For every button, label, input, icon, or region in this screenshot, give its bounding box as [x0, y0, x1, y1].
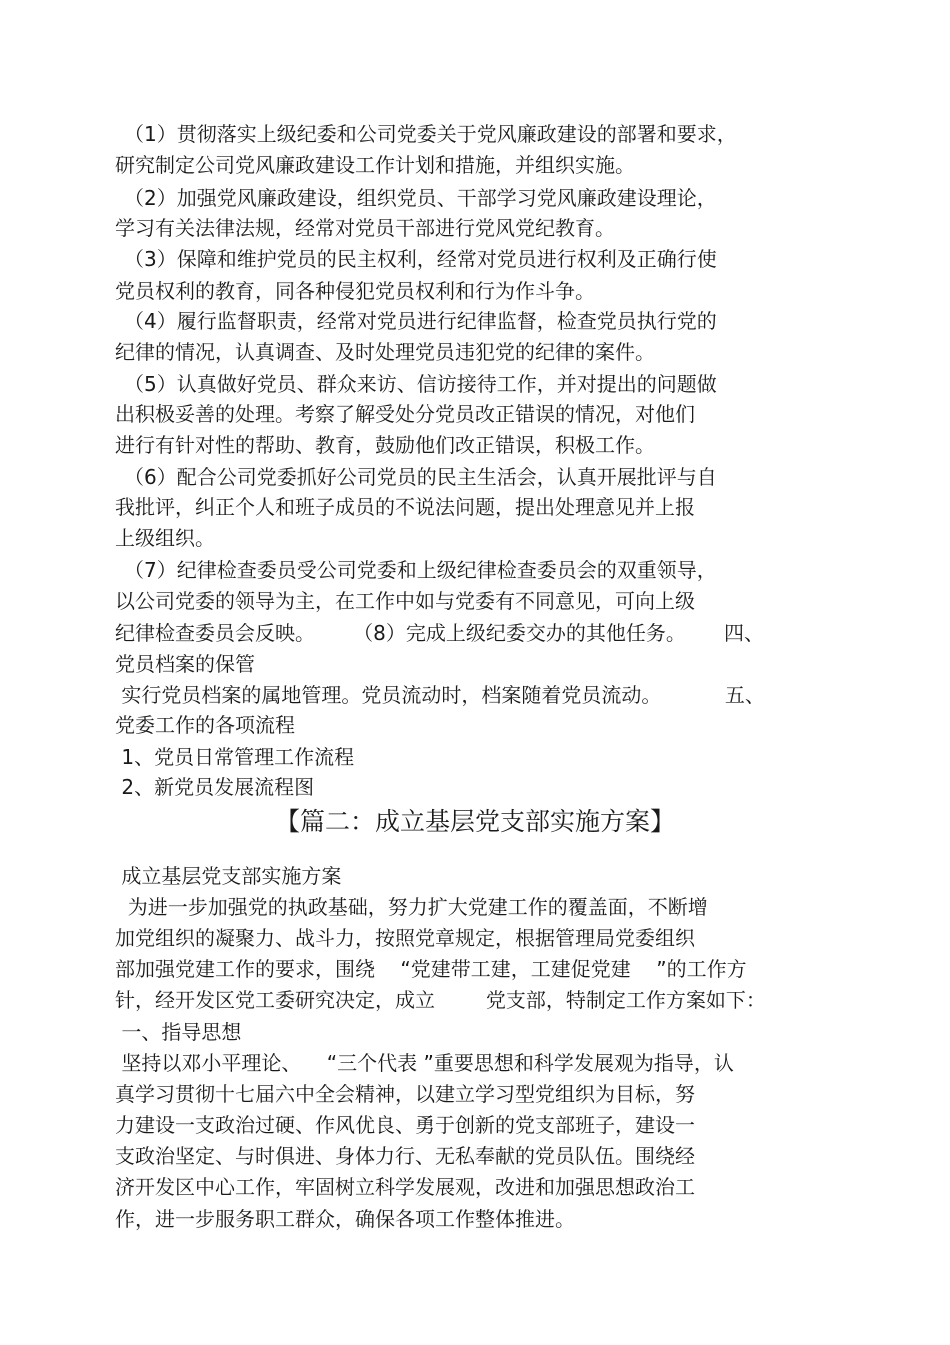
- text-line: 济开发区中心工作，牢固树立科学发展观，改进和加强思想政治工: [115, 1175, 695, 1199]
- text-line: （5）认真做好党员、群众来访、信访接待工作，并对提出的问题做: [124, 372, 717, 396]
- list-item: 2、新党员发展流程图: [115, 775, 315, 799]
- text-line: （3）保障和维护党员的民主权利，经常对党员进行权利及正确行使: [124, 247, 717, 271]
- text-line: 针，经开发区党工委研究决定，成立 党支部，特制定工作方案如下：: [115, 988, 766, 1012]
- section-heading: 党员档案的保管: [115, 652, 255, 676]
- text-line: （1）贯彻落实上级纪委和公司党委关于党风廉政建设的部署和要求，: [124, 122, 737, 146]
- section-heading: 一、指导思想: [115, 1020, 242, 1044]
- text-line: 进行有针对性的帮助、教育，鼓励他们改正错误，积极工作。: [115, 433, 655, 457]
- text-line: （7）纪律检查委员受公司党委和上级纪律检查委员会的双重领导，: [124, 558, 717, 582]
- text-line: 作，进一步服务职工群众，确保各项工作整体推进。: [115, 1207, 575, 1231]
- text-line: 以公司党委的领导为主，在工作中如与党委有不同意见，可向上级: [115, 589, 695, 613]
- text-line: 坚持以邓小平理论、 “三个代表 ”重要思想和科学发展观为指导，认: [115, 1051, 734, 1075]
- text-line: 加党组织的凝聚力、战斗力，按照党章规定，根据管理局党委组织: [115, 926, 695, 950]
- text-line: 我批评，纠正个人和班子成员的不说法问题，提出处理意见并上报: [115, 495, 695, 519]
- section-title: 【篇二：成立基层党支部实施方案】: [274, 807, 675, 836]
- text-line: 出积极妥善的处理。考察了解受处分党员改正错误的情况，对他们: [115, 402, 695, 426]
- text-line: 真学习贯彻十七届六中全会精神，以建立学习型党组织为目标，努: [115, 1082, 695, 1106]
- text-line: 研究制定公司党风廉政建设工作计划和措施，并组织实施。: [115, 153, 635, 177]
- text-line: 纪律的情况，认真调查、及时处理党员违犯党的纪律的案件。: [115, 340, 655, 364]
- text-line: 力建设一支政治过硬、作风优良、勇于创新的党支部班子，建设一: [115, 1113, 695, 1137]
- text-line: 学习有关法律法规，经常对党员干部进行党风党纪教育。: [115, 216, 615, 240]
- text-line: 党员权利的教育，同各种侵犯党员权利和行为作斗争。: [115, 279, 595, 303]
- text-line: 部加强党建工作的要求，围绕 “党建带工建，工建促党建 ”的工作方: [115, 957, 747, 981]
- text-line: 为进一步加强党的执政基础，努力扩大党建工作的覆盖面，不断增: [115, 895, 708, 919]
- section-heading: 党委工作的各项流程: [115, 713, 295, 737]
- text-line: 纪律检查委员会反映。 （8）完成上级纪委交办的其他任务。 四、: [115, 621, 765, 645]
- text-line: 上级组织。: [115, 526, 215, 550]
- list-item: 1、党员日常管理工作流程: [115, 745, 355, 769]
- text-line: 支政治坚定、与时俱进、身体力行、无私奉献的党员队伍。围绕经: [115, 1144, 695, 1168]
- text-line: （2）加强党风廉政建设，组织党员、干部学习党风廉政建设理论，: [124, 186, 717, 210]
- subtitle: 成立基层党支部实施方案: [115, 864, 342, 888]
- text-line: 实行党员档案的属地管理。党员流动时，档案随着党员流动。 五、: [115, 683, 765, 707]
- text-line: （4）履行监督职责，经常对党员进行纪律监督，检查党员执行党的: [124, 309, 717, 333]
- text-line: （6）配合公司党委抓好公司党员的民主生活会，认真开展批评与自: [124, 465, 717, 489]
